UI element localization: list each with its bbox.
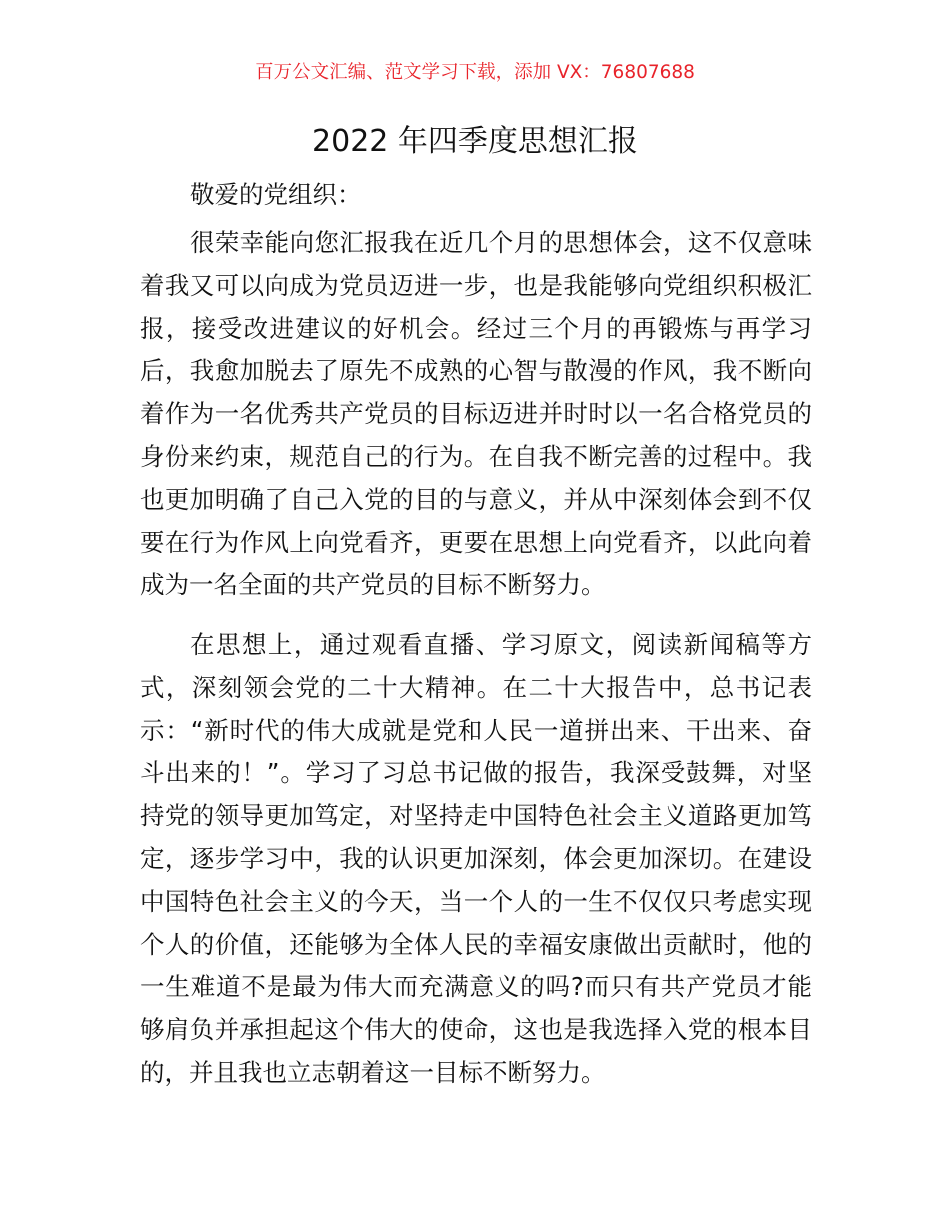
paragraph-1: [140, 222, 812, 607]
text-line: 着作为一名优秀共产党员的目标迈进并时时以一名合格党员的: [140, 399, 812, 429]
text-line: 一生难道不是最为伟大而充满意义的吗?而只有共产党员才能: [140, 972, 812, 1002]
text-line: 斗出来的！”。学习了习总书记做的报告，我深受鼓舞，对坚: [140, 758, 812, 788]
text-line: 后，我愈加脱去了原先不成熟的心智与散漫的作风，我不断向: [140, 356, 812, 386]
watermark-header: 百万公文汇编、范文学习下载，添加 VX：76807688: [255, 62, 695, 83]
text-line: 够肩负并承担起这个伟大的使命，这也是我选择入党的根本目: [140, 1015, 812, 1045]
text-line: 身份来约束，规范自己的行为。在自我不断完善的过程中。我: [140, 441, 812, 471]
text-line: 很荣幸能向您汇报我在近几个月的思想体会，这不仅意味: [190, 228, 812, 257]
text-line: 中国特色社会主义的今天，当一个人的一生不仅仅只考虑实现: [140, 886, 812, 916]
paragraph-2: [140, 624, 812, 1095]
text-line: 的，并且我也立志朝着这一目标不断努力。: [140, 1057, 606, 1087]
text-line: 持党的领导更加笃定，对坚持走中国特色社会主义道路更加笃: [140, 801, 812, 831]
text-line: 定，逐步学习中，我的认识更加深刻，体会更加深切。在建设: [140, 843, 812, 873]
text-line: 报，接受改进建议的好机会。经过三个月的再锻炼与再学习: [140, 313, 812, 343]
text-line: 示：“新时代的伟大成就是党和人民一道拼出来、干出来、奋: [140, 715, 812, 745]
text-line: 在思想上，通过观看直播、学习原文，阅读新闻稿等方: [190, 630, 812, 659]
text-line: 着我又可以向成为党员迈进一步，也是我能够向党组织积极汇: [140, 270, 812, 300]
text-line: 要在行为作风上向党看齐，更要在思想上向党看齐，以此向着: [140, 527, 812, 557]
text-line: 式，深刻领会党的二十大精神。在二十大报告中，总书记表: [140, 672, 812, 702]
text-line: 成为一名全面的共产党员的目标不断努力。: [140, 570, 606, 600]
text-line: 也更加明确了自己入党的目的与意义，并从中深刻体会到不仅: [140, 484, 812, 514]
text-line: 个人的价值，还能够为全体人民的幸福安康做出贡献时，他的: [140, 929, 812, 959]
salutation: 敬爱的党组织：: [190, 180, 362, 209]
document-title: 2022 年四季度思想汇报: [312, 124, 638, 159]
